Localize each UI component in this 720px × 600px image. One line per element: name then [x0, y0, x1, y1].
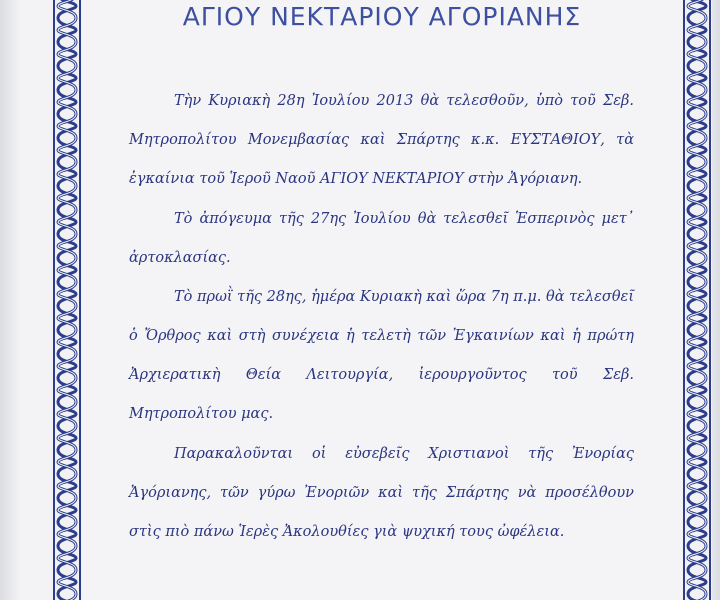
notice-heading: ΑΓΙΟΥ ΝΕΚΤΑΡΙΟΥ ΑΓΟΡΙΑΝΗΣ [182, 2, 582, 31]
paragraph-consecration-announcement: Τὴν Κυριακὴ 28η Ἰουλίου 2013 θὰ τελεσθοῦν, ὑπὸ τοῦ Σεβ. Μητροπολίτου Μονεμβασίας καὶ Σπάρτης κ.κ. ΕΥΣΤΑΘΙΟΥ, τὰ ἐγκαίνια τοῦ Ἱεροῦ Ναοῦ ΑΓΙΟΥ ΝΕΚΤΑΡΙΟΥ στὴν Ἀγόριανη. [129, 93, 634, 187]
knot-border-right-svg [682, 0, 712, 600]
knot-border-left-svg [52, 0, 82, 600]
paragraph-invitation: Παρακαλοῦνται οἱ εὐσεβεῖς Χριστιανοὶ τῆς Ἐνορίας Ἀγόριανης, τῶν γύρω Ἐνοριῶν καὶ τῆς Σπάρτης νὰ προσέλθουν στὶς πιὸ πάνω Ἱερὲς Ἀκολουθίες γιὰ ψυχική τους ὠφέλεια. [129, 446, 634, 540]
right-celtic-knot-border [682, 0, 712, 600]
paragraph-vespers: Τὸ ἀπόγευμα τῆς 27ης Ἰουλίου θὰ τελεσθεῖ Ἑσπερινὸς μετ᾽ ἀρτοκλασίας. [129, 211, 634, 266]
paragraph-orthros-liturgy: Τὸ πρωῒ τῆς 28ης, ἡμέρα Κυριακὴ καὶ ὥρα 7η π.μ. θὰ τελεσθεῖ ὁ Ὄρθρος καὶ στὴ συνέχεια ἡ τελετὴ τῶν Ἐγκαινίων καὶ ἡ πρώτη Ἀρχιερατικὴ Θεία Λειτουργία, ἱερουργοῦντος τοῦ Σεβ. Μητροπολίτου μας. [129, 289, 635, 422]
left-celtic-knot-border [52, 0, 82, 600]
notice-sheet [82, 0, 682, 600]
